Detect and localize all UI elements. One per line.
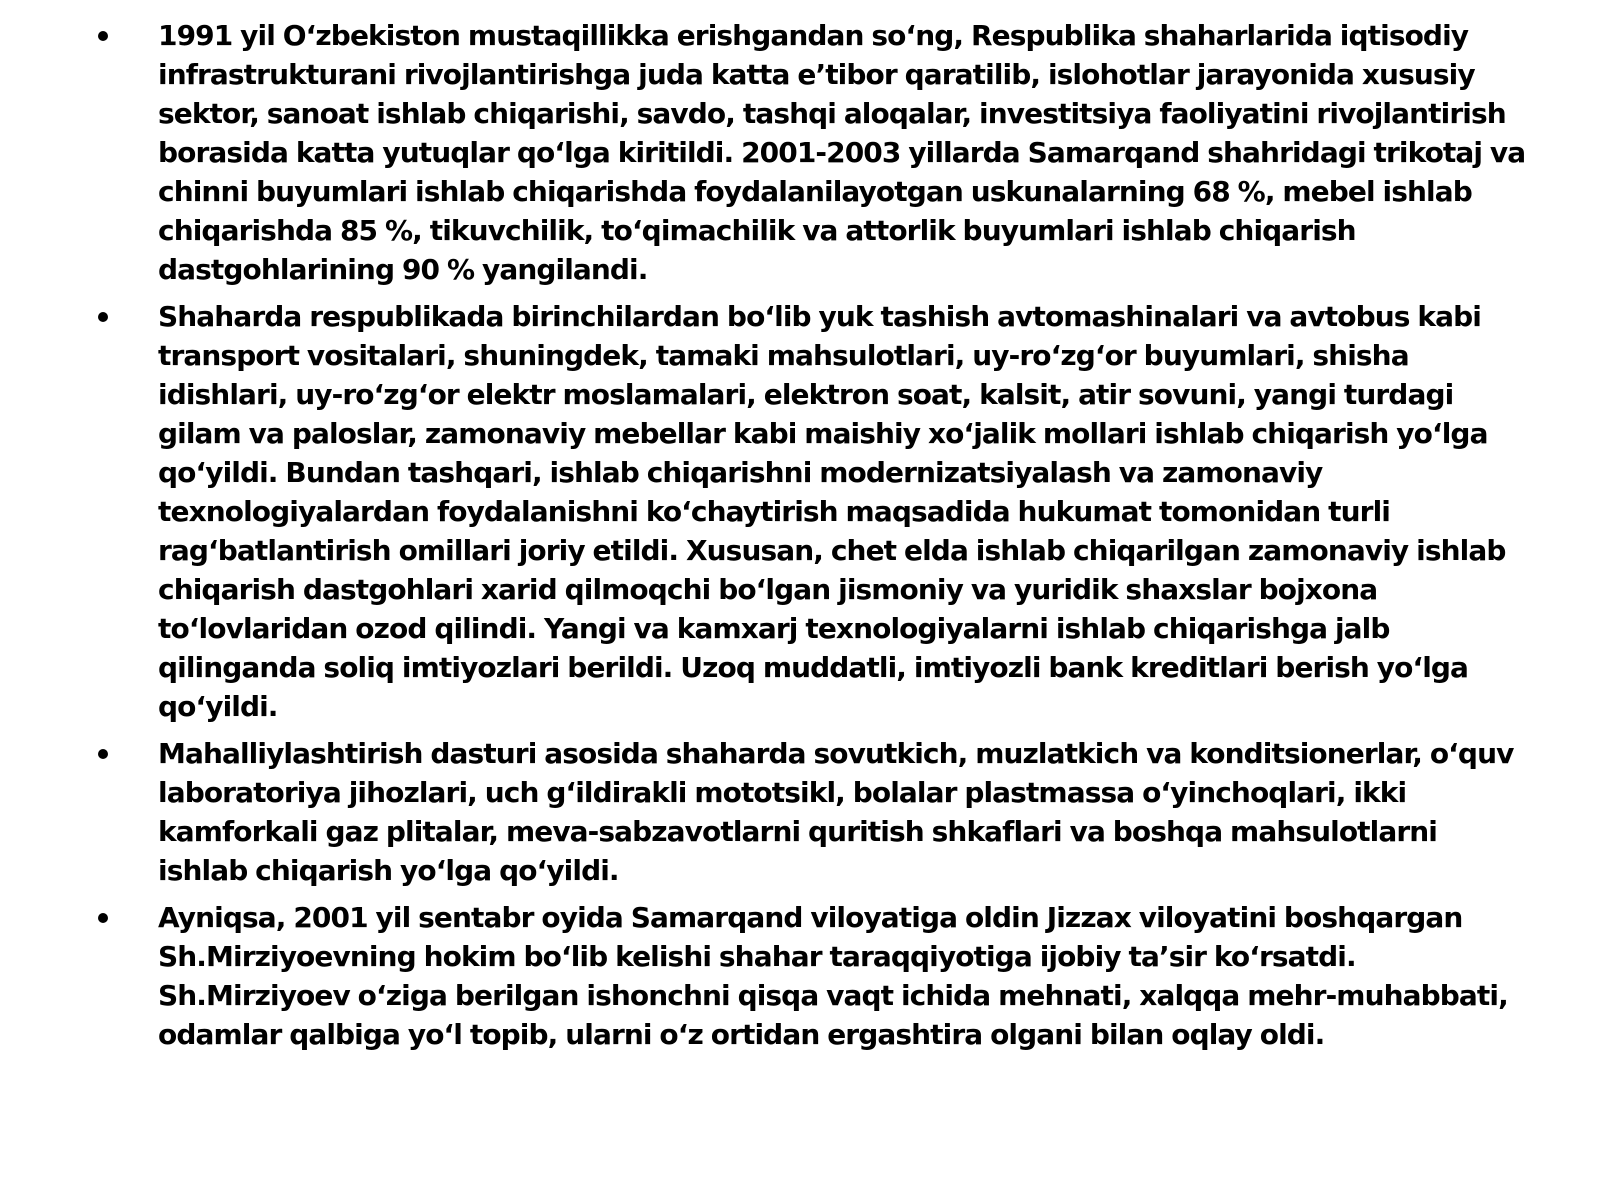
bullet-item-2 [90, 297, 1530, 726]
bullet-icon [98, 31, 108, 41]
bullet-item-3 [90, 734, 1530, 890]
bullet-icon [98, 312, 108, 322]
bullet-text: Shaharda respublikada birinchilardan bo‘lib yuk tashish avtomashinalari va avtobus kabi transport vositalari, shuningdek, tamaki mahsulotlari, uy-ro‘zg‘or buyumlari, shisha idishlari, uy-ro‘zg‘or elektr moslamalari, elektron soat, kalsit, atir sovuni, yangi turdagi gilam va paloslar, zamonaviy mebellar kabi maishiy xo‘jalik mollari ishlab chiqarish yo‘lga qo‘yildi. Bundan tashqari, ishlab chiqarishni modernizatsiyalash va zamonaviy texnologiyalardan foydalanishni ko‘chaytirish maqsadida hukumat tomonidan turli rag‘batlantirish omillari joriy etildi. Xususan, chet elda ishlab chiqarilgan zamonaviy ishlab chiqarish dastgohlari xarid qilmoqchi bo‘lgan jismoniy va yuridik shaxslar bojxona to‘lovlaridan ozod qilindi. Yangi va kamxarj texnologiyalarni ishlab chiqarishga jalb qilinganda soliq imtiyozlari berildi. Uzoq muddatli, imtiyozli bank kreditlari berish yo‘lga qo‘yildi. [158, 300, 1506, 723]
bullet-item-1 [90, 16, 1530, 289]
bullet-text: Mahalliylashtirish dasturi asosida shaharda sovutkich, muzlatkich va konditsionerlar, o‘quv laboratoriya jihozlari, uch g‘ildirakli mototsikl, bolalar plastmassa o‘yinchoqlari, ikki kamforkali gaz plitalar, meva-sabzavotlarni quritish shkaflari va boshqa mahsulotlarni ishlab chiqarish yo‘lga qo‘yildi. [158, 737, 1514, 887]
bullet-text: Ayniqsa, 2001 yil sentabr oyida Samarqand viloyatiga oldin Jizzax viloyatini boshqargan Sh.Mirziyoevning hokim bo‘lib kelishi shahar taraqqiyotiga ijobiy ta’sir ko‘rsatdi. Sh.Mirziyoev o‘ziga berilgan ishonchni qisqa vaqt ichida mehnati, xalqqa mehr-muhabbati, odamlar qalbiga yo‘l topib, ularni o‘z ortidan ergashtira olgani bilan oqlay oldi. [158, 901, 1508, 1051]
bullet-icon [98, 913, 108, 923]
bullet-text: 1991 yil O‘zbekiston mustaqillikka erishgandan so‘ng, Respublika shaharlarida iqtisodiy infrastrukturani rivojlantirishga juda katta e’tibor qaratilib, islohotlar jarayonida xususiy sektor, sanoat ishlab chiqarishi, savdo, tashqi aloqalar, investitsiya faoliyatini rivojlantirish borasida katta yutuqlar qo‘lga kiritildi. 2001-2003 yillarda Samarqand shahridagi trikotaj va chinni buyumlari ishlab chiqarishda foydalanilayotgan uskunalarning 68 %, mebel ishlab chiqarishda 85 %, tikuvchilik, to‘qimachilik va attorlik buyumlari ishlab chiqarish dastgohlarining 90 % yangilandi. [158, 19, 1526, 286]
bullet-icon [98, 749, 108, 759]
bullet-list [90, 16, 1530, 1062]
bullet-item-4 [90, 898, 1530, 1054]
